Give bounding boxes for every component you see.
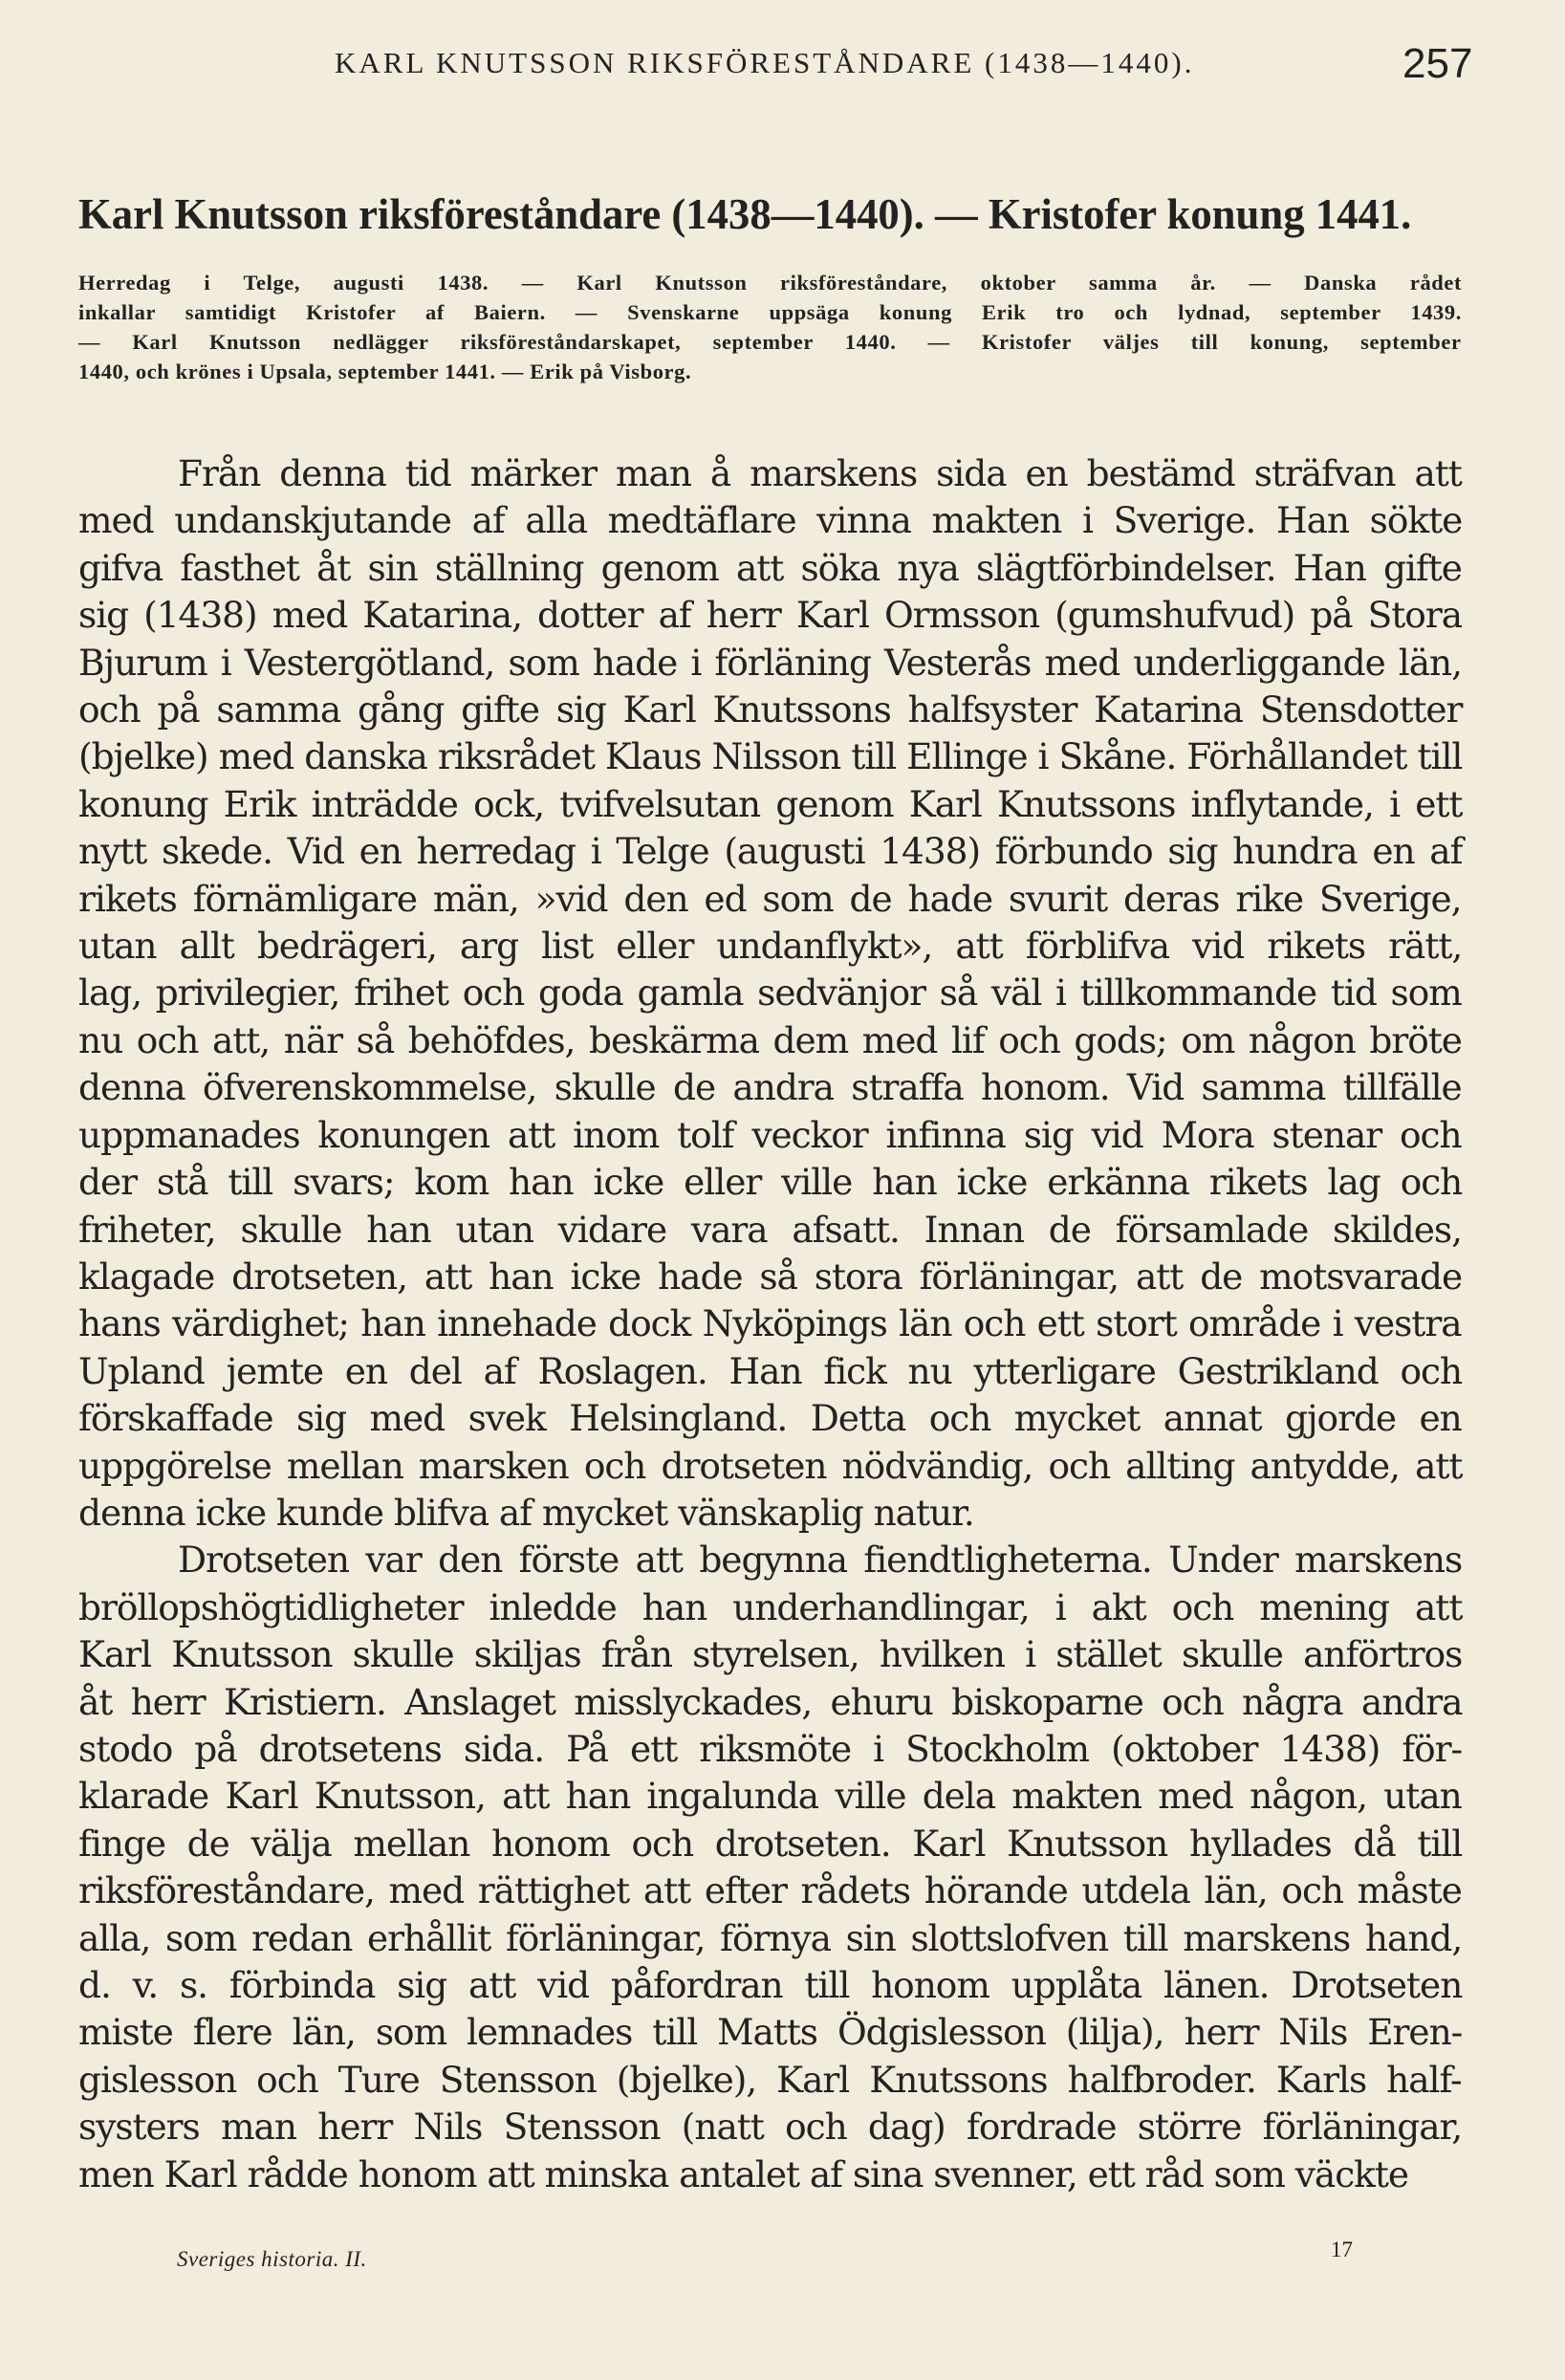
body-line: finge de välja mellan honom och drotseten. Karl Knutsson hyllades då till: [78, 1822, 1463, 1865]
body-line: utan allt bedrägeri, arg list eller undanflykt», att förblifva vid rikets rätt,: [78, 925, 1463, 968]
signature-mark: Sveriges historia. II.: [177, 2247, 367, 2271]
body-line: denna icke kunde blifva af mycket vänskaplig natur.: [78, 1491, 974, 1534]
body-line: nytt skede. Vid en herredag i Telge (augusti 1438) förbundo sig hundra en af: [78, 830, 1463, 873]
body-line: gislesson och Ture Stensson (bjelke), Karl Knutssons halfbroder. Karls half-: [78, 2058, 1462, 2101]
summary-line: — Karl Knutsson nedlägger riksföreståndarskapet, september 1440. — Kristofer väljes till konung, september: [78, 330, 1462, 354]
body-line: d. v. s. förbinda sig att vid påfordran till honom upplåta länen. Drotseten: [78, 1964, 1463, 2006]
body-line: (bjelke) med danska riksrådet Klaus Nilsson till Ellinge i Skåne. Förhållandet till: [78, 735, 1463, 778]
summary-line: Herredag i Telge, augusti 1438. — Karl Knutsson riksföreståndare, oktober samma år. — Danska rådet: [78, 271, 1463, 295]
chapter-summary: [78, 268, 1462, 386]
summary-line: 1440, och krönes i Upsala, september 1441. — Erik på Visborg.: [78, 360, 692, 383]
body-line: klarade Karl Knutsson, att han ingalunda ville dela makten med någon, utan: [78, 1775, 1462, 1818]
body-line: systers man herr Nils Stensson (natt och dag) fordrade större förläningar,: [78, 2106, 1463, 2149]
body-line: stodo på drotsetens sida. På ett riksmöte i Stockholm (oktober 1438) för-: [78, 1727, 1463, 1770]
body-line: med undanskjutande af alla medtäflare vinna makten i Sverige. Han sökte: [78, 499, 1463, 542]
body-line: friheter, skulle han utan vidare vara afsatt. Innan de församlade skildes,: [78, 1208, 1462, 1251]
body-line: gifva fasthet åt sin ställning genom att söka nya slägtförbindelser. Han gifte: [78, 546, 1462, 589]
body-line: rikets förnämligare män, »vid den ed som de hade svurit deras rike Sverige,: [78, 877, 1462, 920]
body-line: der stå till svars; kom han icke eller ville han icke erkänna rikets lag och: [78, 1161, 1463, 1204]
running-head: [0, 40, 1565, 98]
body-line: bröllopshögtidligheter inledde han underhandlingar, i akt och mening att: [78, 1585, 1463, 1628]
body-line: Bjurum i Vestergötland, som hade i förläning Vesterås med underliggande län,: [78, 641, 1463, 684]
body-line: uppgörelse mellan marsken och drotseten nödvändig, och allting antydde, att: [78, 1444, 1463, 1487]
page-number: 257: [1402, 40, 1473, 87]
body-line: Upland jemte en del af Roslagen. Han fick nu ytterligare Gestrikland och: [78, 1349, 1463, 1392]
body-line: Karl Knutsson skulle skiljas från styrelsen, hvilken i stället skulle anförtros: [78, 1633, 1463, 1676]
body-line: konung Erik inträdde ock, tvifvelsutan genom Karl Knutssons inflytande, i ett: [78, 782, 1463, 825]
body-line: alla, som redan erhållit förläningar, förnya sin slottslofven till marskens hand,: [78, 1916, 1463, 1959]
chapter-title: Karl Knutsson riksföreståndare (1438—1440). — Kristofer konung 1441.: [78, 190, 1412, 238]
body-line: klagade drotseten, att han icke hade så stora förläningar, att de motsvarade: [78, 1255, 1463, 1298]
body-line: uppmanades konungen att inom tolf veckor infinna sig vid Mora stenar och: [78, 1113, 1462, 1156]
body-line: nu och att, när så behöfdes, beskärma dem med lif och gods; om någon bröte: [78, 1018, 1462, 1061]
summary-line: inkallar samtidigt Kristofer af Baiern. — Svenskarne uppsäga konung Erik tro och lydnad, september 1439.: [78, 300, 1462, 324]
page-footer: [0, 2218, 1565, 2276]
body-line: miste flere län, som lemnades till Matts Ödgislesson (lilja), herr Nils Eren-: [78, 2011, 1463, 2054]
body-line: sig (1438) med Katarina, dotter af herr Karl Ormsson (gumshufvud) på Stora: [78, 594, 1463, 637]
body-line: förskaffade sig med svek Helsingland. Detta och mycket annat gjorde en: [78, 1397, 1462, 1440]
body-line: men Karl rådde honom att minska antalet af sina svenner, ett råd som väckte: [78, 2152, 1408, 2195]
body-line: och på samma gång gifte sig Karl Knutssons halfsyster Katarina Stensdotter: [78, 688, 1463, 731]
signature-number: 17: [1331, 2238, 1353, 2261]
body-line: Från denna tid märker man å marskens sida en bestämd sträfvan att: [178, 452, 1462, 494]
body-text: [78, 450, 1462, 2198]
running-title: KARL KNUTSSON RIKSFÖRESTÅNDARE (1438—1440).: [335, 46, 1195, 79]
body-line: Drotseten var den förste att begynna fiendtligheterna. Under marskens: [178, 1539, 1463, 1582]
body-line: hans värdighet; han innehade dock Nyköpings län och ett stort område i vestra: [78, 1302, 1462, 1345]
body-line: åt herr Kristiern. Anslaget misslyckades, ehuru biskoparne och några andra: [78, 1680, 1463, 1723]
body-line: riksföreståndare, med rättighet att efter rådets hörande utdela län, och måste: [78, 1869, 1462, 1912]
body-line: denna öfverenskommelse, skulle de andra straffa honom. Vid samma tillfälle: [78, 1066, 1462, 1109]
body-line: lag, privilegier, frihet och goda gamla sedvänjor så väl i tillkommande tid som: [78, 972, 1462, 1015]
